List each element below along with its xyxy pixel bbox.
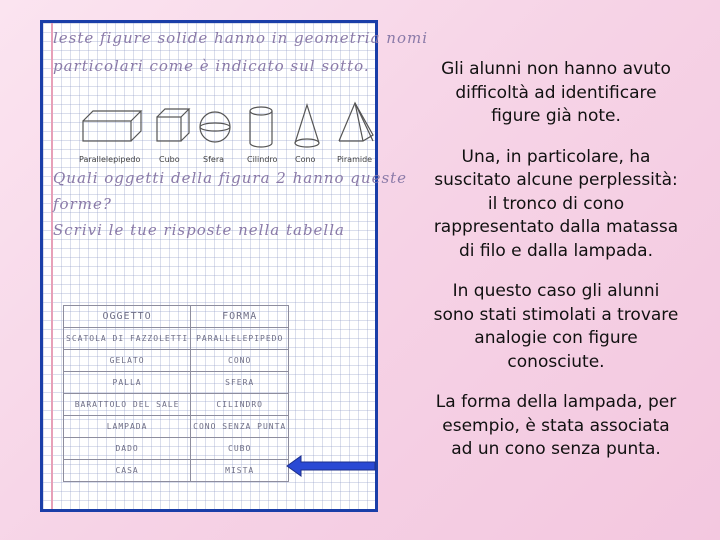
paragraph: In questo caso gli alunni sono stati stimolati a trovare analogie con figure conosciute.: [433, 281, 679, 372]
handwriting-line: Quali oggetti della figura 2 hanno queste: [53, 169, 408, 187]
shape-label: Parallelepipedo: [79, 155, 141, 164]
shape-label: Cilindro: [247, 155, 278, 164]
table-cell: CASA: [64, 460, 191, 482]
table-cell: PALLA: [64, 372, 191, 394]
table-row: [64, 328, 289, 350]
handwriting-line: particolari come è indicato sul sotto.: [53, 57, 370, 75]
table-cell: MISTA: [191, 460, 289, 482]
geometric-solids-drawing: [79, 101, 379, 171]
shape-label: Cubo: [159, 155, 180, 164]
paragraph: Gli alunni non hanno avuto difficoltà ad identificare figure già note.: [441, 59, 671, 126]
table-cell: SCATOLA DI FAZZOLETTI: [64, 328, 191, 350]
arrow-left-icon: [287, 455, 377, 477]
table-row: [64, 438, 289, 460]
paragraph: Una, in particolare, ha suscitato alcune perplessità: il tronco di cono rappresentato dalla matassa di filo e dalla lampada.: [433, 146, 679, 261]
table-cell: CONO SENZA PUNTA: [191, 416, 289, 438]
table-header-cell: OGGETTO: [64, 306, 191, 328]
table-header-cell: FORMA: [191, 306, 289, 328]
table-cell: LAMPADA: [64, 416, 191, 438]
table-cell: CUBO: [191, 438, 289, 460]
table-row: [64, 416, 289, 438]
paragraph: La forma della lampada, per esempio, è stata associata ad un cono senza punta.: [435, 392, 677, 459]
description-text: [430, 58, 682, 479]
table-cell: BARATTOLO DEL SALE: [64, 394, 191, 416]
table-cell: SFERA: [191, 372, 289, 394]
table-cell: CONO: [191, 350, 289, 372]
parallelepiped-shape: [83, 111, 141, 141]
table-row: [64, 394, 289, 416]
handwriting-line: forme?: [53, 195, 112, 213]
table-cell: CILINDRO: [191, 394, 289, 416]
table-header-row: [64, 306, 289, 328]
handwriting-line: Scrivi le tue risposte nella tabella: [53, 221, 345, 239]
cylinder-shape: [250, 107, 272, 147]
notebook-photo: [40, 20, 429, 512]
table-cell: PARALLELEPIPEDO: [191, 328, 289, 350]
table-row: [64, 460, 289, 482]
solids-svg: [79, 101, 379, 155]
answer-table: [63, 305, 289, 482]
handwriting-line: leste figure solide hanno in geometria nomi: [53, 29, 429, 47]
table-cell: GELATO: [64, 350, 191, 372]
cone-shape: [295, 105, 319, 147]
table-cell: DADO: [64, 438, 191, 460]
pyramid-shape: [339, 103, 373, 141]
shape-label: Sfera: [203, 155, 225, 164]
table-row: [64, 372, 289, 394]
shape-label: Cono: [295, 155, 316, 164]
notebook-margin-line: [51, 23, 53, 509]
shape-label: Piramide: [337, 155, 373, 164]
table-row: [64, 350, 289, 372]
sphere-shape: [200, 112, 230, 142]
cube-shape: [157, 109, 189, 141]
